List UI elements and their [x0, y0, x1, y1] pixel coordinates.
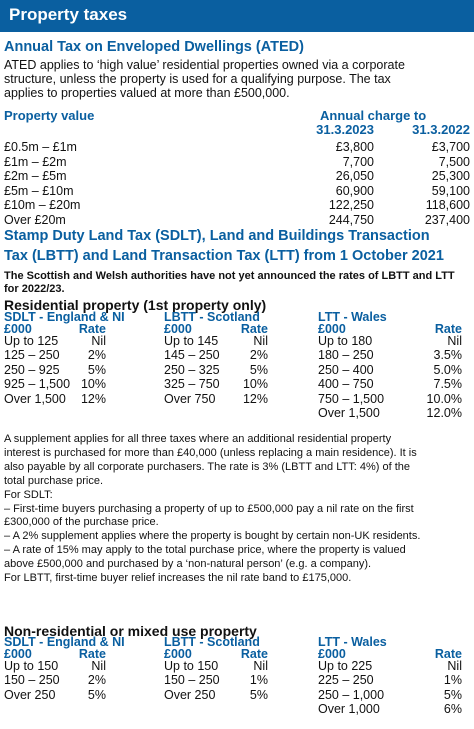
- ated-col-value: Property value: [4, 108, 95, 123]
- ated-band: £1m – £2m: [4, 154, 67, 169]
- residential-band: Up to 125: [4, 334, 59, 348]
- ated-charge-2023: 7,700: [342, 154, 374, 169]
- nonresidential-band: 225 – 250: [318, 673, 374, 688]
- note-line: – A 2% supplement applies where the property is bought by certain non-UK residents.: [4, 530, 421, 543]
- col-name: LBTT - Scotland: [164, 635, 260, 649]
- note-line: – First-time buyers purchasing a property of up to £500,000 pay a nil rate on the first: [4, 502, 414, 515]
- residential-band: Over 1,500: [318, 406, 380, 420]
- residential-rate: 10%: [242, 377, 268, 392]
- residential-band: 250 – 400: [318, 362, 374, 377]
- sdlt-heading-line-1: Stamp Duty Land Tax (SDLT), Land and Buildings Transaction: [4, 228, 430, 244]
- ated-charge-2023: 244,750: [328, 213, 374, 227]
- ated-intro-line-1: ATED applies to ‘high value’ residential properties owned via a corporate: [4, 58, 405, 72]
- ated-col-charge: Annual charge to: [320, 108, 427, 123]
- residential-rate: 2%: [249, 348, 268, 363]
- residential-band: Over 1,500: [4, 391, 66, 406]
- note-line: interest is purchased for more than £40,000 (unless replacing a main residence). It is: [4, 446, 417, 459]
- note-line: above £500,000 and purchased by a ‘non-natural person’ (e.g. a company).: [4, 558, 372, 571]
- col-name: LTT - Wales: [318, 635, 387, 649]
- col-rate: Rate: [78, 322, 106, 336]
- nonresidential-rate: 5%: [249, 687, 268, 702]
- note-line: £300,000 of the purchase price.: [4, 516, 159, 529]
- note-line: A supplement applies for all three taxes where an additional residential property: [4, 433, 392, 445]
- nonresidential-band: Up to 150: [164, 659, 219, 673]
- ated-charge-2022: 59,100: [431, 183, 470, 198]
- col-unit: £000: [4, 647, 32, 661]
- residential-band: 250 – 325: [164, 362, 220, 377]
- residential-band: Up to 180: [318, 334, 373, 348]
- note-line: – A rate of 15% may apply to the total purchase price, where the property is valued: [4, 544, 406, 557]
- nonresidential-rate: Nil: [91, 659, 106, 673]
- col-unit: £000: [164, 322, 192, 336]
- residential-rate: Nil: [253, 334, 268, 348]
- nonresidential-rate: 1%: [249, 673, 268, 688]
- col-name: LBTT - Scotland: [164, 310, 260, 324]
- residential-rate: 5%: [87, 362, 106, 377]
- nonresidential-band: Up to 225: [318, 659, 373, 673]
- nonresidential-rate: Nil: [253, 659, 268, 673]
- residential-band: 180 – 250: [318, 348, 374, 363]
- col-rate: Rate: [434, 647, 462, 661]
- nonresidential-band: Over 250: [164, 687, 216, 702]
- nonresidential-rate: 1%: [443, 673, 462, 688]
- col-rate: Rate: [240, 322, 268, 336]
- nonresidential-rate: 5%: [443, 687, 462, 702]
- residential-rate: Nil: [447, 334, 462, 348]
- ated-intro-line-2: structure, unless the property is used for a qualifying purpose. The tax: [4, 72, 391, 86]
- col-unit: £000: [164, 647, 192, 661]
- ated-band: £10m – £20m: [4, 198, 81, 213]
- residential-rate: 12%: [242, 391, 268, 406]
- ated-charge-2022: 7,500: [438, 154, 470, 169]
- ated-charge-2022: 237,400: [424, 213, 470, 227]
- ated-charge-2023: 26,050: [335, 169, 374, 184]
- residential-rate: 12.0%: [426, 406, 462, 420]
- nonresidential-band: 150 – 250: [4, 673, 60, 688]
- residential-band: 145 – 250: [164, 348, 220, 363]
- ated-charge-2022: £3,700: [431, 140, 470, 154]
- ated-date-2022: 31.3.2022: [412, 122, 470, 137]
- nonresidential-band: 150 – 250: [164, 673, 220, 688]
- ated-date-2023: 31.3.2023: [316, 122, 374, 137]
- nonresidential-band: Over 1,000: [318, 702, 380, 717]
- residential-rate: 7.5%: [433, 377, 462, 392]
- col-name: LTT - Wales: [318, 310, 387, 324]
- nonresidential-band: Up to 150: [4, 659, 59, 673]
- col-rate: Rate: [434, 322, 462, 336]
- residential-band: 400 – 750: [318, 377, 374, 392]
- sdlt-note-line-2: for 2022/23.: [4, 283, 65, 295]
- ated-intro-line-3: applies to properties valued at more than £500,000.: [4, 86, 290, 100]
- residential-band: 125 – 250: [4, 348, 60, 363]
- col-unit: £000: [318, 322, 346, 336]
- page-title: Property taxes: [9, 5, 128, 24]
- sdlt-note-line-1: The Scottish and Welsh authorities have not yet announced the rates of LBTT and LTT: [4, 270, 455, 282]
- ated-band: £2m – £5m: [4, 169, 67, 184]
- nonres-title: Non-residential or mixed use property: [4, 623, 257, 639]
- title-bar: [0, 0, 474, 32]
- residential-band: Over 750: [164, 391, 216, 406]
- col-rate: Rate: [240, 647, 268, 661]
- ated-charge-2022: 25,300: [431, 169, 470, 184]
- nonresidential-rate: 6%: [443, 702, 462, 717]
- ated-band: £5m – £10m: [4, 183, 74, 198]
- col-unit: £000: [318, 647, 346, 661]
- residential-rate: 2%: [87, 348, 106, 363]
- residential-band: 250 – 925: [4, 362, 60, 377]
- col-rate: Rate: [78, 647, 106, 661]
- ated-charge-2023: 122,250: [328, 198, 374, 213]
- nonresidential-rate: Nil: [447, 659, 462, 673]
- nonresidential-rate: 5%: [87, 687, 106, 702]
- residential-rate: 10%: [80, 377, 106, 392]
- residential-band: 325 – 750: [164, 377, 220, 392]
- ated-charge-2023: 60,900: [335, 183, 374, 198]
- residential-title: Residential property (1st property only): [4, 297, 267, 313]
- nonresidential-band: 250 – 1,000: [318, 687, 385, 702]
- col-name: SDLT - England & NI: [4, 635, 125, 649]
- ated-band: Over £20m: [4, 213, 66, 227]
- col-unit: £000: [4, 322, 32, 336]
- residential-band: 925 – 1,500: [4, 377, 71, 392]
- nonresidential-band: Over 250: [4, 687, 56, 702]
- ated-charge-2022: 118,600: [425, 198, 470, 213]
- residential-rate: Nil: [91, 334, 106, 348]
- ated-charge-2023: £3,800: [335, 140, 374, 154]
- col-name: SDLT - England & NI: [4, 310, 125, 324]
- residential-rate: 10.0%: [426, 391, 462, 406]
- sdlt-heading-line-2: Tax (LBTT) and Land Transaction Tax (LTT) from 1 October 2021: [4, 248, 444, 264]
- nonresidential-rate: 2%: [87, 673, 106, 688]
- note-line: total purchase price.: [4, 474, 104, 487]
- residential-rate: 5.0%: [433, 362, 462, 377]
- note-line: For LBTT, first-time buyer relief increases the nil rate band to £175,000.: [4, 572, 352, 584]
- residential-band: Up to 145: [164, 334, 219, 348]
- residential-rate: 5%: [249, 362, 268, 377]
- ated-heading: Annual Tax on Enveloped Dwellings (ATED): [4, 39, 304, 55]
- note-line: also payable by all corporate purchasers. The rate is 3% (LBTT and LTT: 4%) of the: [4, 460, 410, 473]
- note-line: For SDLT:: [4, 488, 53, 501]
- residential-rate: 12%: [80, 391, 106, 406]
- ated-band: £0.5m – £1m: [4, 140, 77, 154]
- residential-band: 750 – 1,500: [318, 391, 385, 406]
- residential-rate: 3.5%: [433, 348, 462, 363]
